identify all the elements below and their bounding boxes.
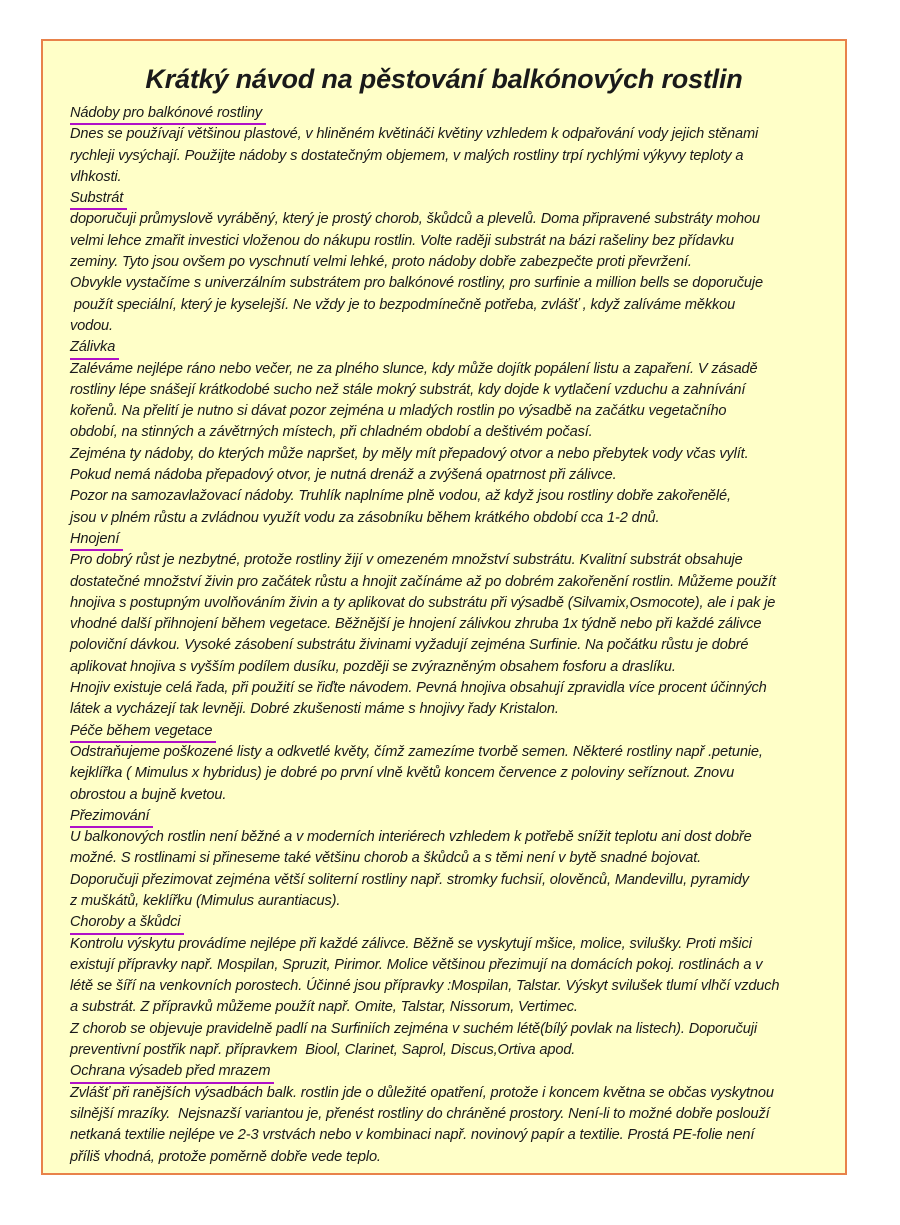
paragraph-line: hnojiva s postupným uvolňováním živin a ty aplikovat do substrátu při výsadbě (Silvamix,Osmocote), ale i pak je: [70, 594, 776, 611]
section-substrate: [70, 188, 845, 337]
paragraph-line: vlhkosti.: [70, 168, 122, 185]
section-heading: Péče během vegetace: [70, 721, 216, 742]
section-watering: [70, 337, 845, 529]
document-body: [70, 103, 845, 1168]
paragraph-line: Zaléváme nejlépe ráno nebo večer, ne za plného slunce, kdy může dojítk popálení listu a zapaření. V zásadě: [70, 360, 758, 377]
paragraph-line: látek a vycházejí tak levněji. Dobré zkušenosti máme s hnojivy řady Kristalon.: [70, 701, 559, 718]
paragraph-line: Zejména ty nádoby, do kterých může napršet, by měly mít přepadový otvor a nebo přebytek vody včas vylít.: [70, 445, 749, 462]
paragraph-line: existují přípravky např. Mospilan, Spruzit, Pirimor. Molice většinou přezimují na domácích pokoj. rostlinách a v: [70, 956, 763, 973]
paragraph-line: Pro dobrý růst je nezbytné, protože rostliny žijí v omezeném množství substrátu. Kvalitní substrát obsahuje: [70, 552, 743, 569]
paragraph-line: Doporučuji přezimovat zejména větší soliterní rostliny např. stromky fuchsií, olověnců, Mandevillu, pyramidy: [70, 871, 749, 888]
paragraph-line: z muškátů, keklířku (Mimulus aurantiacus).: [70, 892, 341, 909]
paragraph-line: létě se šíří na venkovních porostech. Účinné jsou přípravky :Mospilan, Talstar. Výskyt svilušek tlumí vlhčí vzduch: [70, 978, 780, 995]
paragraph-line: vhodné další přihnojení během vegetace. Běžnější je hnojení zálivkou zhruba 1x týdně nebo při každé zálivce: [70, 616, 762, 633]
paragraph-line: Odstraňujeme poškozené listy a odkvetlé květy, čímž zamezíme tvorbě semen. Některé rostliny např .petunie,: [70, 743, 763, 760]
paragraph-line: Kontrolu výskytu provádíme nejlépe při každé zálivce. Běžně se vyskytují mšice, molice, svilušky. Proti mšici: [70, 935, 752, 952]
paragraph-line: Pokud nemá nádoba přepadový otvor, je nutná drenáž a zvýšená opatrnost při zálivce.: [70, 467, 617, 484]
paragraph-line: kořenů. Na přelití je nutno si dávat pozor zejména u mladých rostlin po výsadbě na začátku vegetačního: [70, 403, 727, 420]
paragraph-line: použít speciální, který je kyselejší. Ne vždy je to bezpodmínečně potřeba, zvlášť , když zalíváme měkkou: [70, 296, 736, 313]
paragraph-line: Z chorob se objevuje pravidelně padlí na Surfiniích zejména v suchém létě(bílý povlak na listech). Doporučuji: [70, 1020, 757, 1037]
paragraph-line: silnější mrazíky. Nejsnazší variantou je, přenést rostliny do chráněné prostory. Není-li to možné dobře poslouží: [70, 1105, 770, 1122]
section-heading: Ochrana výsadeb před mrazem: [70, 1061, 274, 1082]
paragraph-line: preventivní postřik např. přípravkem Biool, Clarinet, Saprol, Discus,Ortiva apod.: [70, 1042, 576, 1059]
section-containers: [70, 103, 845, 188]
section-heading: Přezimování: [70, 806, 153, 827]
paragraph-line: kejklířka ( Mimulus x hybridus) je dobré po první vlně květů koncem července z poloviny seříznout. Znovu: [70, 765, 735, 782]
paragraph-line: doporučuji průmyslově vyráběný, který je prostý chorob, škůdců a plevelů. Doma připravené substráty mohou: [70, 211, 760, 228]
paragraph-line: období, na stinných a závětrných místech, při chladném období a deštivém počasí.: [70, 424, 593, 441]
section-pests: [70, 912, 845, 1061]
paragraph-line: zeminy. Tyto jsou ovšem po vyschnutí velmi lehké, proto nádoby dobře zabezpečte proti převržení.: [70, 254, 692, 271]
section-heading: Choroby a škůdci: [70, 912, 184, 933]
paragraph-line: netkaná textilie nejlépe ve 2-3 vrstvách nebo v kombinaci např. novinový papír a textilie. Prostá PE-folie není: [70, 1127, 755, 1144]
document-sheet: [41, 39, 847, 1175]
paragraph-line: U balkonových rostlin není běžné a v moderních interiérech vzhledem k potřebě snížit teplotu ani dost dobře: [70, 829, 752, 846]
paragraph-line: dostatečné množství živin pro začátek růstu a hnojit začínáme až po dobrém zakořenění rostlin. Můžeme použít: [70, 573, 776, 590]
paragraph-line: poloviční dávkou. Vysoké zásobení substrátu živinami vyžadují zejména Surfinie. Na počátku růstu je dobré: [70, 637, 749, 654]
paragraph-line: velmi lehce zmařit investici vloženou do nákupu rostlin. Volte raději substrát na bázi rašeliny bez přídavku: [70, 232, 734, 249]
paragraph-line: Dnes se používají většinou plastové, v hliněném květináči květiny vzhledem k odpařování vody jejich stěnami: [70, 126, 759, 143]
section-heading: Nádoby pro balkónové rostliny: [70, 103, 266, 124]
paragraph-line: možné. S rostlinami si přineseme také většinu chorob a škůdců a s těmi není v bytě snadné bojovat.: [70, 850, 702, 867]
document-title: Krátký návod na pěstování balkónových rostlin: [145, 64, 743, 94]
paragraph-line: rychleji vysýchají. Použijte nádoby s dostatečným objemem, v malých rostliny trpí rychlými výkyvy teploty a: [70, 147, 744, 164]
section-fertilizing: [70, 529, 845, 721]
section-frost-protection: [70, 1061, 845, 1167]
paragraph-line: Pozor na samozavlažovací nádoby. Truhlík naplníme plně vodou, až když jsou rostliny dobře zakořenělé,: [70, 488, 731, 505]
paragraph-line: příliš vhodná, protože poměrně dobře vede teplo.: [70, 1148, 381, 1165]
section-heading: Substrát: [70, 188, 127, 209]
paragraph-line: a substrát. Z přípravků můžeme použít např. Omite, Talstar, Nissorum, Vertimec.: [70, 999, 578, 1016]
paragraph-line: Obvykle vystačíme s univerzálním substrátem pro balkónové rostliny, pro surfinie a million bells se doporučuje: [70, 275, 763, 292]
paragraph-line: vodou.: [70, 317, 113, 334]
paragraph-line: Hnojiv existuje celá řada, při použití se řiďte návodem. Pevná hnojiva obsahují zpravidla více procent účinných: [70, 680, 767, 697]
section-heading: Hnojení: [70, 529, 123, 550]
paragraph-line: obrostou a bujně kvetou.: [70, 786, 227, 803]
section-care: [70, 721, 845, 806]
section-overwintering: [70, 806, 845, 912]
paragraph-line: rostliny lépe snášejí krátkodobé sucho než stále mokrý substrát, kdy dojde k vytlačení vzduchu a zahnívání: [70, 381, 746, 398]
paragraph-line: Zvlášť při ranějších výsadbách balk. rostlin jde o důležité opatření, protože i koncem května se občas vyskytnou: [70, 1084, 774, 1101]
paragraph-line: aplikovat hnojiva s vyšším podílem dusíku, později se zvýrazněným obsahem fosforu a draslíku.: [70, 658, 676, 675]
paragraph-line: jsou v plném růstu a zvládnou využít vodu za zásobníku během krátkého období cca 1-2 dnů.: [70, 509, 660, 526]
section-heading: Zálivka: [70, 337, 119, 358]
